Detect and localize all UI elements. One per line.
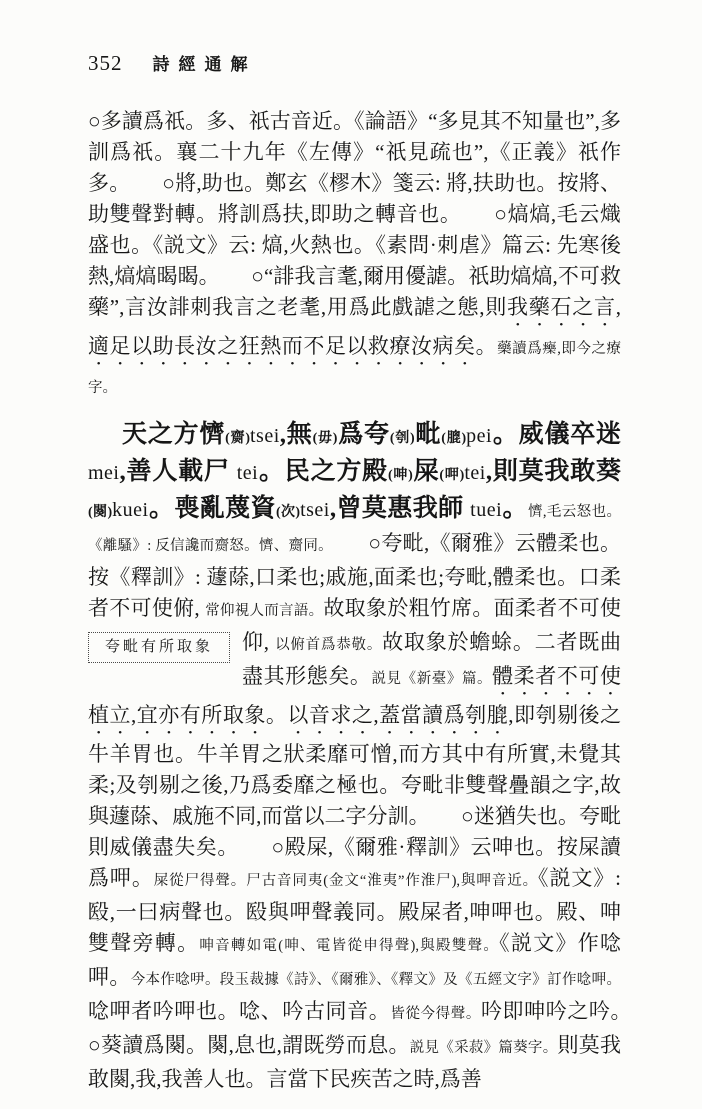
text-run-s: 屎從尸得聲。尸古音同夷(金文“淮夷”作淮尸),與呷音近。 bbox=[153, 873, 539, 889]
text-run-s: 説見《新臺》篇。 bbox=[371, 671, 493, 687]
text-run-n: 吟即呻吟之吟。 ○葵讀爲闋。闋,息也,謂既勞而息。 bbox=[88, 999, 664, 1057]
text-run-s: 以俯首爲恭敬。 bbox=[275, 637, 383, 653]
text-run-vl: tei bbox=[236, 462, 259, 484]
text-run-v: ,無 bbox=[279, 421, 313, 448]
text-run-nd: 體柔者不可使植立,宜亦有所取象。以音求之,蓋當讀爲刳膍 bbox=[88, 664, 621, 727]
text-run-v: 。威儀卒迷 bbox=[492, 421, 621, 448]
text-run-n: ,即刳剔後之牛羊胃也。牛羊胃之狀柔靡可憎,而方其中有所實,未覺其柔;及刳剔之後,乃爲委靡之極也。夸毗非雙聲疊韻之字,故與蘧蒢、戚施不同,而當以二字分訓。 ○迷猶失也。夸毗則威儀盡失矣。 ○殿屎,《爾雅·釋訓》云呻也。按屎讀爲呷。 bbox=[88, 703, 622, 890]
text-run-vl: tuei bbox=[470, 499, 503, 521]
text-run-n: 蜍。二者既曲盡其形態矣。 bbox=[242, 630, 622, 688]
text-run-n: 《説文》: 殹,一曰病聲也。殹與呷聲義同。殿屎者,呻呷也。殿、呻雙聲旁轉。 bbox=[88, 866, 622, 955]
text-run-s: 説見《采菽》篇葵字。 bbox=[409, 1040, 558, 1056]
text-run-v: 。 bbox=[502, 495, 528, 522]
text-run-n: 故取象於蟾 bbox=[382, 630, 492, 654]
text-run-v: 爲夸 bbox=[337, 421, 390, 448]
text-run-vl: pei bbox=[466, 425, 493, 447]
text-run-v: ,曾莫惠我師 bbox=[329, 495, 471, 522]
text-run-vl: mei bbox=[88, 462, 120, 484]
text-run-vl: tsei bbox=[250, 425, 280, 447]
text-run-n: 則莫我敢闋,我,我善人也。言當下民疾苦之時,爲善 bbox=[88, 1033, 622, 1091]
text-run-vl: kuei bbox=[112, 499, 149, 521]
text-run-s: 呻音轉如電(呻、電皆從申得聲),與殿雙聲。 bbox=[199, 938, 500, 954]
text-run-s: 藥讀爲𤻲,即今之療字。 bbox=[88, 341, 622, 396]
text-run-vp: (次) bbox=[275, 505, 301, 520]
text-run-vp: (呻) bbox=[387, 468, 413, 483]
text-run-n: ○夸毗,《爾雅》云體柔也。按《釋訓》: 蘧蒢,口柔也;戚施,面柔也;夸毗,體柔也。口柔者不可使俯, bbox=[88, 531, 621, 620]
text-run-vl: tei bbox=[464, 462, 486, 484]
text-run-vp: (齌) bbox=[225, 431, 250, 446]
text-run-nd: 我藥石之言,適足以助長汝之狂熱而不足以救療汝病矣 bbox=[88, 295, 622, 358]
text-run-vp: (刳) bbox=[389, 431, 415, 446]
text-run-s: 常仰視人而言語。 bbox=[205, 603, 324, 619]
book-title: 詩經通解 bbox=[152, 55, 257, 74]
text-run-n: 。 bbox=[475, 334, 498, 358]
page-header bbox=[88, 50, 257, 76]
text-run-n: ○多讀爲祇。多、祇古音近。《論語》“多見其不知量也”,多訓爲祇。襄二十九年《左傳》“祇見疏也”,《正義》祇作多。 ○將,助也。鄭玄《樛木》箋云: 將,扶助也。按將、助雙聲對轉。將訓爲扶,即助之轉音也。 ○熇熇,毛云熾盛也。《説文》云: 熇,火熱也。《素問·刺虐》篇云: 先寒後熱,熇熇暍暍。 ○“誹我言耄,爾用優謔。祇助熇熇,不可救藥”,言汝誹刺我言之老耄,用爲此戲謔之態,則 bbox=[88, 109, 621, 319]
commentary-paragraph-1 bbox=[88, 106, 621, 404]
text-run-v: 屎 bbox=[412, 458, 440, 485]
text-run-v: ,善人載尸 bbox=[119, 458, 237, 485]
text-run-vp: (呷) bbox=[439, 468, 465, 483]
text-run-vp: (毋) bbox=[312, 431, 338, 446]
text-run-n: 《説文》作唸呷。 bbox=[88, 931, 622, 989]
text-run-v: 毗 bbox=[414, 421, 442, 448]
page-number: 352 bbox=[88, 51, 123, 75]
text-run-s: 今本作唸吚。段玉裁據《詩》、《爾雅》、《釋文》及《五經文字》訂作唸呷。 bbox=[130, 972, 622, 988]
text-run-s: 皆從今得聲。 bbox=[390, 1006, 481, 1022]
text-run-v: 。喪亂蔑資 bbox=[148, 495, 276, 522]
text-run-vl: tsei bbox=[300, 499, 330, 521]
text-run-v: 。民之方殿 bbox=[258, 458, 388, 485]
text-run-vp: (闋) bbox=[88, 505, 113, 520]
page-body bbox=[88, 106, 664, 1095]
text-run-v: ,則莫我敢葵 bbox=[485, 458, 621, 485]
verse-and-commentary-paragraph bbox=[88, 417, 664, 1095]
text-run-n: 故取象於粗竹席。面柔者不可使仰, bbox=[242, 596, 622, 654]
text-run-s: 懠,毛云怒也。《離騷》: 反信讒而齌怒。懠、齌同。 bbox=[88, 504, 621, 554]
text-run-vp: (膍) bbox=[441, 431, 467, 446]
text-run-n: 唸呷者吟呷也。唸、吟古同音。 bbox=[88, 999, 391, 1023]
margin-note-box: 夸毗有所取象 bbox=[88, 632, 230, 663]
text-run-v: 天之方懠 bbox=[122, 421, 226, 448]
